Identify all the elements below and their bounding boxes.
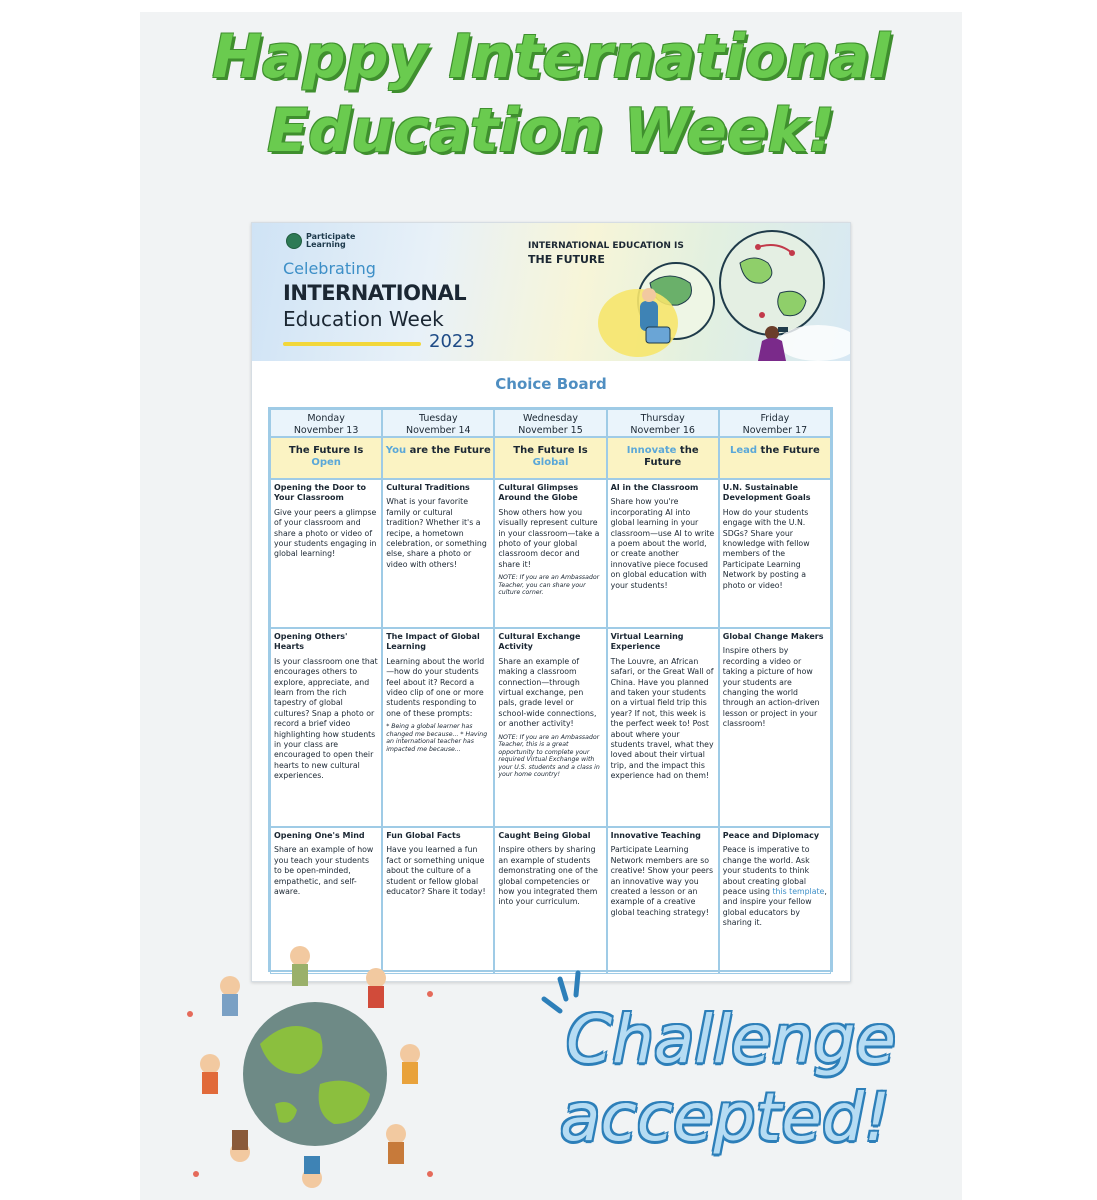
task-body: Show others how you visually represent culture in your classroom—take a photo of your global classroom decor and share it!: [498, 507, 600, 569]
task-body: Share an example of making a classroom connection—through virtual exchange, pen pals, grade level or school-wide connections, or another activity!: [498, 656, 597, 729]
task-body: Share an example of how you teach your students to be open-minded, empathetic, and self-aware.: [274, 845, 374, 897]
task-cell: [494, 827, 606, 974]
theme-text: the Future: [760, 445, 820, 456]
headline-line-1: Happy International: [211, 22, 891, 92]
theme-highlight: Lead: [730, 445, 758, 456]
theme-thursday: [607, 437, 719, 479]
day-date: November 16: [630, 425, 695, 436]
day-date: November 13: [293, 425, 359, 436]
globe-icon: [286, 233, 302, 249]
task-title: The Impact of Global Learning: [386, 632, 480, 652]
international-title: INTERNATIONAL: [283, 281, 467, 305]
day-header-tuesday: [382, 409, 494, 437]
task-title: Cultural Traditions: [386, 483, 470, 492]
yellow-underline: [283, 342, 421, 346]
theme-text: are the Future: [409, 445, 491, 456]
task-body: What is your favorite family or cultural tradition? Whether it's a recipe, a hometown celebration, or something else, share a photo or video with others!: [386, 497, 487, 569]
day-name: Friday: [760, 413, 790, 424]
theme-highlight: Open: [311, 457, 341, 468]
task-body: The Louvre, an African safari, or the Great Wall of China. Have you planned and taken your students on a virtual field trip this year? If not, this week is the perfect week to! Post about where your students travel, what they loved about their virtual trip, and the impact this experience had on them!: [610, 656, 714, 781]
task-title: Virtual Learning Experience: [610, 632, 684, 652]
task-title: Cultural Exchange Activity: [498, 632, 581, 652]
theme-text: the Future: [644, 445, 699, 468]
task-body: Learning about the world—how do your students feel about it? Record a video clip of one or more students responding to one of these prompts:: [386, 656, 485, 718]
task-cell: [270, 479, 382, 628]
tagline-line-1: INTERNATIONAL EDUCATION IS: [528, 241, 684, 251]
task-cell: [719, 479, 831, 628]
task-cell: [719, 827, 831, 974]
task-note: NOTE: If you are an Ambassador Teacher, you can share your culture corner.: [498, 574, 600, 597]
celebrating-text: Celebrating: [283, 259, 376, 278]
headline-line-2: Education Week!: [267, 96, 835, 166]
task-note: * Being a global learner has changed me because... * Having an international teacher has impacted me because...: [386, 723, 488, 753]
children-around-globe-illustration: [180, 934, 450, 1196]
task-title: Global Change Makers: [722, 632, 824, 641]
task-title: Innovative Teaching: [610, 831, 701, 840]
template-link[interactable]: this template: [772, 887, 825, 897]
day-header-thursday: [607, 409, 719, 437]
theme-text: The Future Is: [513, 445, 588, 456]
choice-board-poster: [251, 222, 851, 982]
day-name: Monday: [307, 413, 345, 424]
task-title: Caught Being Global: [498, 831, 591, 840]
choice-board-grid: [268, 407, 833, 972]
task-body: How do your students engage with the U.N. SDGs? Share your knowledge with fellow members of the Participate Learning Network by posting a photo or video!: [722, 507, 810, 590]
theme-highlight: Global: [532, 457, 569, 468]
task-body: Share how you're incorporating AI into global learning in your classroom—use AI to write a poem about the world, or create another innovative piece focused on global education with your students!: [610, 497, 715, 590]
task-title: U.N. Sustainable Development Goals: [722, 483, 811, 503]
day-date: November 14: [406, 425, 471, 436]
challenge-text: Challenge: [566, 1001, 896, 1078]
task-body: Is your classroom one that encourages others to explore, appreciate, and learn from the rich tapestry of global cultures? Snap a photo or record a brief video highlighting how students in your class are encouraged to open their hearts to new cultural experiences.: [274, 656, 378, 781]
yellow-blob: [598, 289, 678, 357]
task-body: Give your peers a glimpse of your classroom and share a photo or video of your students engaging in global learning!: [274, 507, 377, 559]
day-date: November 15: [518, 425, 583, 436]
task-cell: [494, 628, 606, 827]
participate-learning-logo: [286, 233, 366, 249]
task-cell: [382, 628, 494, 827]
day-header-friday: [719, 409, 831, 437]
task-cell: [719, 628, 831, 827]
choice-board-title: Choice Board: [495, 375, 607, 393]
theme-highlight: You: [385, 445, 407, 456]
day-name: Tuesday: [418, 413, 458, 424]
task-note: NOTE: If you are an Ambassador Teacher, this is a great opportunity to complete your required Virtual Exchange with your U.S. students and a class in your home country!: [498, 733, 600, 779]
task-title: Opening One's Mind: [274, 831, 365, 840]
day-header-wednesday: [494, 409, 606, 437]
accepted-text: accepted!: [560, 1079, 891, 1156]
task-cell: [270, 628, 382, 827]
day-name: Thursday: [640, 413, 685, 424]
day-name: Wednesday: [522, 413, 578, 424]
headline: [140, 20, 962, 168]
theme-highlight: Innovate: [626, 445, 677, 456]
task-title: Cultural Glimpses Around the Globe: [498, 483, 579, 503]
task-cell: [494, 479, 606, 628]
task-body: Participate Learning Network members are so creative! Show your peers an innovative way you created a lesson or an example of a creative global teaching strategy!: [610, 845, 714, 917]
poster-banner: [252, 223, 850, 361]
task-body: Inspire others by sharing an example of students demonstrating one of the global competencies or how you integrated them into your curriculum.: [498, 845, 598, 907]
year-text: 2023: [429, 331, 475, 352]
task-body: , and inspire your fellow global educators by sharing it.: [722, 887, 827, 928]
theme-text: The Future Is: [288, 445, 364, 456]
day-header-monday: [270, 409, 382, 437]
task-title: AI in the Classroom: [610, 483, 699, 492]
task-cell: [607, 628, 719, 827]
task-title: Opening Others' Hearts: [274, 632, 348, 652]
task-title: Peace and Diplomacy: [722, 831, 820, 840]
theme-tuesday: [382, 437, 494, 479]
task-body: Peace is imperative to change the world. Ask your students to think about creating global peace using: [722, 845, 810, 897]
theme-monday: [270, 437, 382, 479]
task-title: Fun Global Facts: [386, 831, 461, 840]
binocular-person: [765, 326, 779, 340]
theme-friday: [719, 437, 831, 479]
globe-large: [720, 231, 824, 335]
theme-wednesday: [494, 437, 606, 479]
task-cell: [607, 827, 719, 974]
task-title: Opening the Door to Your Classroom: [274, 483, 367, 503]
education-week-title: Education Week: [283, 307, 444, 331]
task-cell: [382, 479, 494, 628]
challenge-accepted-sticker: [520, 965, 940, 1185]
task-body: Have you learned a fun fact or something unique about the culture of a student or fellow global educator? Share it today!: [386, 845, 486, 897]
day-date: November 17: [742, 425, 808, 436]
task-cell: [607, 479, 719, 628]
task-body: Inspire others by recording a video or taking a picture of how your students are changing the world through an action-driven lesson or project in your classroom!: [722, 646, 820, 729]
tagline-line-2: THE FUTURE: [528, 253, 605, 266]
future-tagline: [528, 239, 684, 267]
earth-globe: [243, 1002, 387, 1146]
logo-text: Participate Learning: [306, 232, 356, 249]
